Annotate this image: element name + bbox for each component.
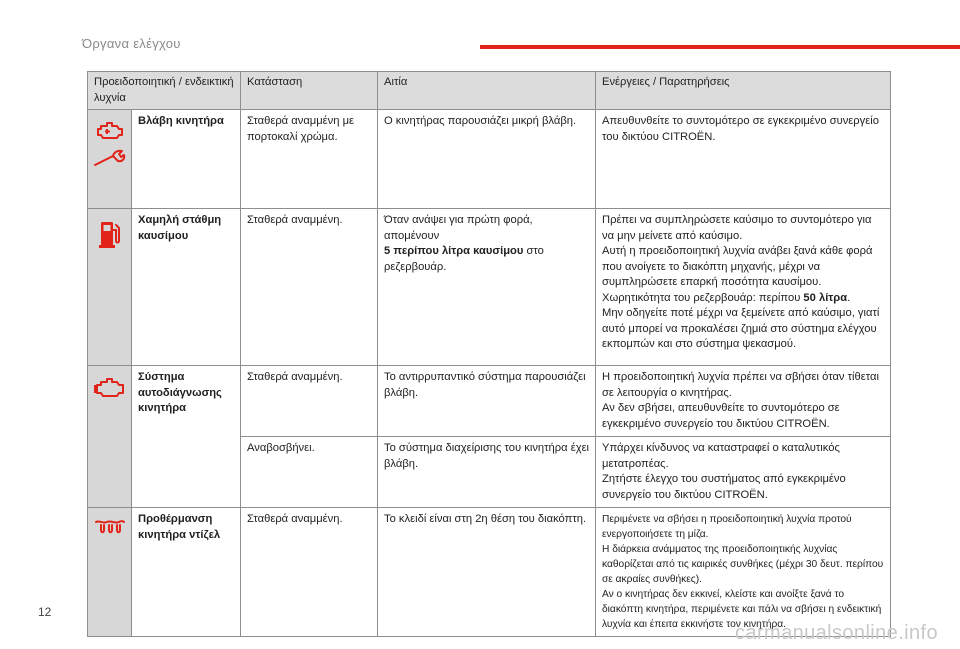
engine-fault-icon xyxy=(95,120,125,142)
icon-cell xyxy=(88,508,132,637)
action-line: Η διάρκεια ανάμματος της προειδοποιητικής λυχνίας καθορίζεται από τις καιρικές συνθήκες (μέχρι 30 δευτ. περίπου σε ακραίες συνθήκες). xyxy=(602,544,884,585)
lamp-actions xyxy=(596,437,891,508)
lamp-state: Σταθερά αναμμένη. xyxy=(241,209,378,366)
cause-text: Όταν ανάψει για πρώτη φορά, απομένουν xyxy=(384,214,533,242)
action-line: Ζητήστε έλεγχο του συστήματος από εγκεκριμένο συνεργείο του δικτύου CITROËN. xyxy=(602,473,846,501)
table-row xyxy=(88,366,891,437)
warning-lights-table xyxy=(87,71,891,637)
tank-capacity-line: Χωρητικότητα του ρεζερβουάρ: περίπου 50 λίτρα. xyxy=(602,291,851,304)
lamp-state: Σταθερά αναμμένη. xyxy=(241,508,378,637)
lamp-cause: Το κλειδί είναι στη 2η θέση του διακόπτη. xyxy=(378,508,596,637)
lamp-cause xyxy=(378,209,596,366)
column-header-cause: Αιτία xyxy=(378,72,596,110)
lamp-actions xyxy=(596,209,891,366)
column-header-actions: Ενέργειες / Παρατηρήσεις xyxy=(596,72,891,110)
lamp-state: Σταθερά αναμμένη. xyxy=(241,366,378,437)
header-accent-bar xyxy=(480,45,960,49)
action-line: Η προειδοποιητική λυχνία πρέπει να σβήσει όταν τίθεται σε λειτουργία ο κινητήρας. xyxy=(602,371,879,399)
action-line: Μην οδηγείτε ποτέ μέχρι να ξεμείνετε από καύσιμο, γιατί αυτό μπορεί να προκαλέσει ζημιά στο σύστημα ελέγχου εκπομπών και στο σύστημα ψεκασμού. xyxy=(602,307,880,350)
capacity-value: 50 λίτρα xyxy=(803,291,848,304)
page-header-title: Όργανα ελέγχου xyxy=(82,36,181,51)
column-header-lamp: Προειδοποιητική / ενδεικτική λυχνία xyxy=(88,72,241,110)
wrench-icon xyxy=(93,148,127,168)
watermark-text: carmanualsonline.info xyxy=(735,622,938,644)
column-header-state: Κατάσταση xyxy=(241,72,378,110)
lamp-state: Αναβοσβήνει. xyxy=(241,437,378,508)
action-line: Πρέπει να συμπληρώσετε καύσιμο το συντομότερο για να μην μείνετε από καύσιμο. xyxy=(602,214,872,242)
lamp-name: Σύστημα αυτοδιάγνωσης κινητήρα xyxy=(132,366,241,508)
action-line: Αν δεν σβήσει, απευθυνθείτε το συντομότερο σε εγκεκριμένο συνεργείο του δικτύου CITROËN. xyxy=(602,402,840,430)
action-line: Περιμένετε να σβήσει η προειδοποιητική λυχνία προτού ενεργοποιήσετε τη μίζα. xyxy=(602,514,852,540)
action-line: Αν ο κινητήρας δεν εκκινεί, κλείστε και ανοίξτε ξανά το διακόπτη κινητήρα, περιμένετε και πάλι να σβήσει η ενδεικτική λυχνία και έπειτα εκκινήστε τον κινητήρα. xyxy=(602,589,882,630)
capacity-label: Χωρητικότητα του ρεζερβουάρ: περίπου xyxy=(602,291,801,304)
action-line: Υπάρχει κίνδυνος να καταστραφεί ο καταλυτικός μετατροπέας. xyxy=(602,442,840,470)
lamp-cause: Το σύστημα διαχείρισης του κινητήρα έχει βλάβη. xyxy=(378,437,596,508)
table-row xyxy=(88,508,891,637)
icon-cell xyxy=(88,366,132,508)
lamp-actions xyxy=(596,508,891,637)
cause-text-tail: στο ρεζερβουάρ. xyxy=(384,245,544,273)
table-row xyxy=(88,110,891,209)
table-header-row xyxy=(88,72,891,110)
action-line: Αυτή η προειδοποιητική λυχνία ανάβει ξανά κάθε φορά που ανοίγετε το διακόπτη μηχανής, μέχρι να συμπληρώσετε επαρκή ποσότητα καυσίμου. xyxy=(602,245,873,288)
engine-system-icon xyxy=(94,376,126,400)
glow-plug-icon xyxy=(94,518,126,536)
lamp-cause: Ο κινητήρας παρουσιάζει μικρή βλάβη. xyxy=(378,110,596,209)
icon-cell xyxy=(88,110,132,209)
table-row xyxy=(88,209,891,366)
lamp-actions: Απευθυνθείτε το συντομότερο σε εγκεκριμένο συνεργείο του δικτύου CITROËN. xyxy=(596,110,891,209)
lamp-name: Βλάβη κινητήρα xyxy=(132,110,241,209)
fuel-pump-icon xyxy=(98,219,122,249)
lamp-cause: Το αντιρρυπαντικό σύστημα παρουσιάζει βλάβη. xyxy=(378,366,596,437)
lamp-actions xyxy=(596,366,891,437)
page-number: 12 xyxy=(38,605,52,619)
icon-cell xyxy=(88,209,132,366)
cause-emphasis: 5 περίπου λίτρα καυσίμου xyxy=(384,245,524,257)
lamp-name: Προθέρμανση κινητήρα ντίζελ xyxy=(132,508,241,637)
lamp-name: Χαμηλή στάθμη καυσίμου xyxy=(132,209,241,366)
lamp-state: Σταθερά αναμμένη με πορτοκαλί χρώμα. xyxy=(241,110,378,209)
